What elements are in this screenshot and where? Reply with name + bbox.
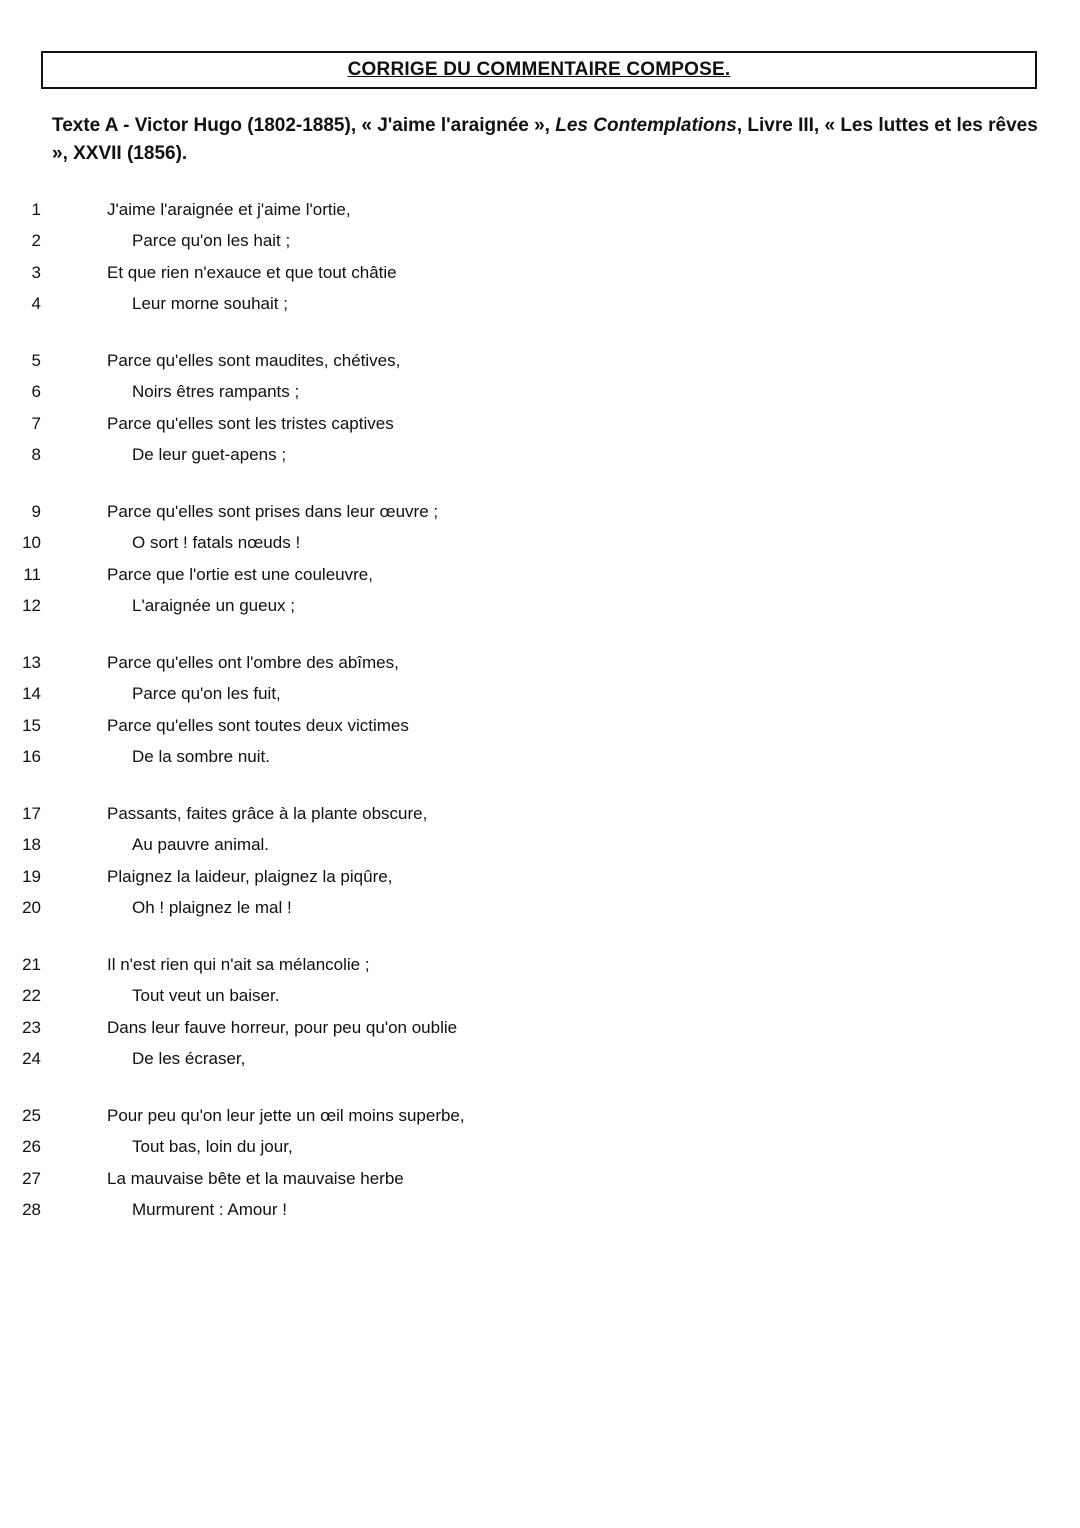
verse-line <box>0 596 1080 627</box>
verse-text: Tout veut un baiser. <box>132 986 280 1006</box>
verse-line <box>0 986 1080 1017</box>
verse-line <box>0 1049 1080 1080</box>
verse-text: O sort ! fatals nœuds ! <box>132 533 301 553</box>
verse-line <box>0 835 1080 866</box>
verse-text: L'araignée un gueux ; <box>132 596 295 616</box>
verse-line <box>0 1106 1080 1137</box>
verse-text: La mauvaise bête et la mauvaise herbe <box>107 1168 404 1188</box>
verse-line <box>0 867 1080 898</box>
line-number: 8 <box>31 445 41 465</box>
line-number: 24 <box>22 1049 41 1069</box>
line-number: 25 <box>22 1106 41 1125</box>
stanza <box>0 955 1080 1081</box>
verse-line <box>0 955 1080 986</box>
line-number: 12 <box>22 596 41 616</box>
verse-text: Parce qu'elles sont maudites, chétives, <box>107 351 401 370</box>
stanza <box>0 351 1080 477</box>
line-number: 2 <box>31 231 41 251</box>
line-number: 28 <box>22 1200 41 1220</box>
document-title: CORRIGE DU COMMENTAIRE COMPOSE. <box>347 59 731 80</box>
verse-text: Plaignez la laideur, plaignez la piqûre, <box>107 866 393 886</box>
stanza <box>0 804 1080 930</box>
line-number: 26 <box>22 1137 41 1157</box>
verse-text: Parce qu'elles sont toutes deux victimes <box>107 715 409 735</box>
verse-text: Parce qu'elles ont l'ombre des abîmes, <box>107 653 399 672</box>
line-number: 14 <box>22 684 41 704</box>
title-box <box>41 51 1037 89</box>
verse-text: De la sombre nuit. <box>132 747 270 767</box>
verse-line <box>0 502 1080 533</box>
verse-text: Parce que l'ortie est une couleuvre, <box>107 564 373 584</box>
line-number: 10 <box>22 533 41 553</box>
verse-text: Murmurent : Amour ! <box>132 1200 287 1220</box>
verse-line <box>0 565 1080 596</box>
line-number: 17 <box>22 804 41 823</box>
verse-text: Tout bas, loin du jour, <box>132 1137 293 1157</box>
text-heading <box>52 112 1042 168</box>
line-number: 13 <box>22 653 41 672</box>
heading-prefix: Texte A - Victor Hugo (1802-1885), « J'aime l'araignée », <box>52 115 556 136</box>
line-number: 3 <box>31 262 41 282</box>
verse-line <box>0 351 1080 382</box>
verse-line <box>0 200 1080 231</box>
stanza <box>0 200 1080 326</box>
verse-line <box>0 747 1080 778</box>
verse-text: Il n'est rien qui n'ait sa mélancolie ; <box>107 955 370 974</box>
verse-text: Oh ! plaignez le mal ! <box>132 898 292 918</box>
verse-text: Passants, faites grâce à la plante obscure, <box>107 804 428 823</box>
heading-work-title: Les Contemplations <box>555 115 737 136</box>
verse-line <box>0 1200 1080 1231</box>
verse-text: Parce qu'elles sont les tristes captives <box>107 413 394 433</box>
verse-text: J'aime l'araignée et j'aime l'ortie, <box>107 200 351 219</box>
line-number: 6 <box>31 382 41 402</box>
verse-line <box>0 1018 1080 1049</box>
verse-text: De leur guet-apens ; <box>132 445 287 465</box>
line-number: 21 <box>22 955 41 974</box>
verse-line <box>0 231 1080 262</box>
line-number: 15 <box>22 715 41 735</box>
line-number: 22 <box>22 986 41 1006</box>
verse-text: Pour peu qu'on leur jette un œil moins superbe, <box>107 1106 465 1125</box>
verse-line <box>0 294 1080 325</box>
line-number: 1 <box>31 200 41 219</box>
heading-suffix: , Livre III, « Les luttes et les rêves », XXVII (1856). <box>52 115 1038 164</box>
verse-line <box>0 804 1080 835</box>
line-number: 4 <box>31 294 41 314</box>
line-number: 9 <box>31 502 41 521</box>
line-number: 23 <box>22 1017 41 1037</box>
stanza <box>0 1106 1080 1232</box>
verse-line <box>0 533 1080 564</box>
verse-text: Dans leur fauve horreur, pour peu qu'on oublie <box>107 1017 458 1037</box>
verse-line <box>0 653 1080 684</box>
line-number: 19 <box>22 866 41 886</box>
stanza <box>0 653 1080 779</box>
verse-text: Leur morne souhait ; <box>132 294 288 314</box>
line-number: 27 <box>22 1168 41 1188</box>
verse-text: Et que rien n'exauce et que tout châtie <box>107 262 397 282</box>
verse-line <box>0 414 1080 445</box>
verse-line <box>0 1137 1080 1168</box>
line-number: 18 <box>22 835 41 855</box>
verse-text: Parce qu'elles sont prises dans leur œuvre ; <box>107 502 439 521</box>
line-number: 16 <box>22 747 41 767</box>
verse-line <box>0 1169 1080 1200</box>
verse-text: Noirs êtres rampants ; <box>132 382 300 402</box>
verse-line <box>0 382 1080 413</box>
verse-text: De les écraser, <box>132 1049 246 1069</box>
line-number: 20 <box>22 898 41 918</box>
verse-line <box>0 716 1080 747</box>
verse-line <box>0 445 1080 476</box>
line-number: 11 <box>23 564 41 584</box>
verse-line <box>0 684 1080 715</box>
verse-text: Parce qu'on les hait ; <box>132 231 291 251</box>
verse-line <box>0 263 1080 294</box>
line-number: 5 <box>31 351 41 370</box>
verse-text: Parce qu'on les fuit, <box>132 684 281 704</box>
verse-text: Au pauvre animal. <box>132 835 270 855</box>
stanza <box>0 502 1080 628</box>
line-number: 7 <box>31 413 41 433</box>
verse-line <box>0 898 1080 929</box>
